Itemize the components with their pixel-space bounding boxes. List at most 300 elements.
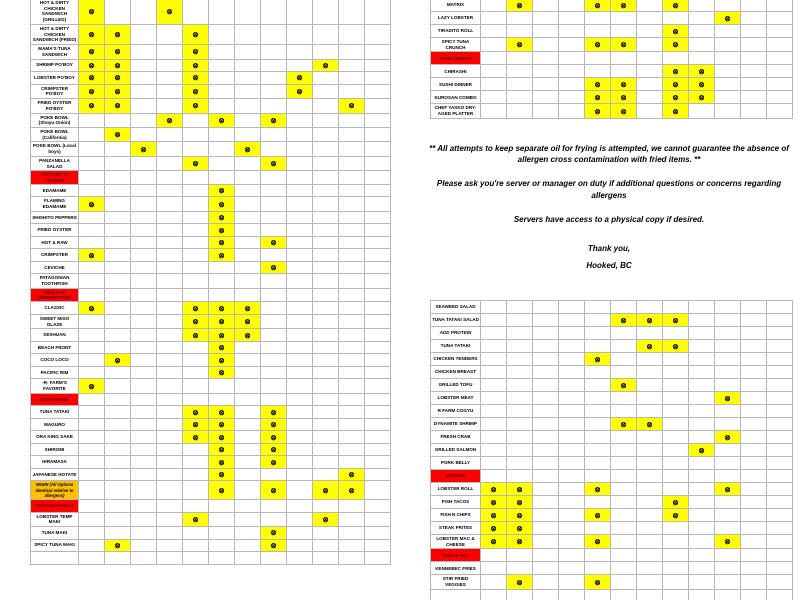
allergen-mark-cell: ⊗ <box>611 38 637 52</box>
allergen-cell <box>637 366 663 379</box>
allergen-cell <box>559 522 585 535</box>
allergen-cell <box>183 114 209 128</box>
allergen-cell <box>689 366 715 379</box>
allergen-cell <box>157 262 183 275</box>
allergen-cell <box>559 405 585 418</box>
allergen-cell <box>157 60 183 73</box>
row-label: -R- FARM'S FAVORITE <box>31 379 79 393</box>
allergen-cell <box>339 114 365 128</box>
allergen-cell <box>715 509 741 522</box>
allergen-cell <box>689 562 715 575</box>
allergen-mark-cell: ⊗ <box>209 302 235 315</box>
allergen-cell <box>183 379 209 393</box>
allergen-cell <box>365 419 391 432</box>
allergen-cell <box>663 549 689 562</box>
row-label: FISH N CHIPS <box>431 509 481 522</box>
table-row <box>431 457 793 470</box>
allergen-mark-cell: ⊗ <box>261 157 287 171</box>
allergen-cell <box>183 500 209 513</box>
allergen-cell <box>157 142 183 156</box>
allergen-mark-cell: ⊗ <box>507 0 533 12</box>
allergen-cell <box>79 540 105 553</box>
allergen-cell <box>183 197 209 211</box>
row-label: CRIMPSTER PO'BOY <box>31 85 79 99</box>
allergen-cell <box>741 340 767 353</box>
allergen-cell <box>767 379 793 392</box>
allergen-cell <box>767 78 793 91</box>
section-header-label: SUSHI COMBOS <box>431 52 481 65</box>
allergen-cell <box>741 496 767 509</box>
allergen-cell <box>533 12 559 25</box>
allergen-cell <box>183 249 209 262</box>
allergen-cell <box>611 470 637 483</box>
allergen-cell <box>339 456 365 469</box>
allergen-cell <box>365 289 391 303</box>
allergen-mark-cell: ⊗ <box>313 513 339 527</box>
allergen-mark-cell: ⊗ <box>235 329 261 342</box>
allergen-cell <box>157 527 183 540</box>
allergen-cell <box>585 470 611 483</box>
allergen-cell <box>105 419 131 432</box>
allergen-mark-cell: ⊗ <box>689 78 715 91</box>
section-header-label: RAN DAN'S ROLLS <box>31 500 79 513</box>
allergen-cell <box>767 25 793 38</box>
row-label: NIGIRI (All Options Identical relative to allergens) <box>31 481 79 500</box>
allergen-cell <box>313 500 339 513</box>
allergen-mark-cell: ⊗ <box>663 65 689 78</box>
allergen-cell <box>715 314 741 327</box>
allergen-cell <box>507 392 533 405</box>
allergen-cell <box>365 212 391 225</box>
allergen-cell <box>533 562 559 575</box>
allergen-cell <box>313 302 339 315</box>
allergen-cell <box>131 406 157 419</box>
table-row <box>431 327 793 340</box>
allergen-cell <box>261 142 287 156</box>
allergen-cell <box>585 314 611 327</box>
allergen-mark-cell: ⊗ <box>79 99 105 113</box>
allergen-mark-cell: ⊗ <box>585 78 611 91</box>
allergen-cell <box>767 392 793 405</box>
allergen-cell <box>507 431 533 444</box>
allergen-mark-cell: ⊗ <box>663 509 689 522</box>
allergen-cell <box>209 513 235 527</box>
allergen-cell <box>637 590 663 600</box>
allergen-mark-cell: ⊗ <box>481 535 507 549</box>
allergen-cell <box>585 418 611 431</box>
allergen-cell <box>741 0 767 12</box>
allergen-mark-cell: ⊗ <box>209 444 235 457</box>
allergen-cell <box>663 327 689 340</box>
allergen-cell <box>481 104 507 118</box>
table-row <box>431 314 793 327</box>
allergen-cell <box>767 12 793 25</box>
allergen-mark-cell: ⊗ <box>183 72 209 85</box>
allergen-cell <box>287 379 313 393</box>
allergen-cell <box>313 45 339 59</box>
allergen-mark-cell: ⊗ <box>339 469 365 482</box>
allergen-cell <box>507 444 533 457</box>
allergen-cell <box>131 394 157 407</box>
allergen-cell <box>157 540 183 553</box>
allergen-mark-cell: ⊗ <box>183 419 209 432</box>
allergen-cell <box>559 104 585 118</box>
table-row <box>31 45 391 59</box>
allergen-cell <box>287 289 313 303</box>
allergen-mark-cell: ⊗ <box>209 481 235 500</box>
allergen-mark-cell: ⊗ <box>79 379 105 393</box>
allergen-cell <box>339 212 365 225</box>
allergen-cell <box>313 394 339 407</box>
table-row <box>31 329 391 342</box>
allergen-mark-cell: ⊗ <box>209 456 235 469</box>
allergen-cell <box>209 85 235 99</box>
allergen-mark-cell: ⊗ <box>611 78 637 91</box>
allergen-cell <box>533 327 559 340</box>
row-label: LOBSTER TEMP MAKI <box>31 513 79 527</box>
allergen-cell <box>637 12 663 25</box>
allergen-cell <box>131 157 157 171</box>
table-row <box>31 431 391 444</box>
allergen-cell <box>663 590 689 600</box>
allergen-cell <box>533 444 559 457</box>
allergen-cell <box>313 289 339 303</box>
allergen-cell <box>183 527 209 540</box>
allergen-cell <box>533 366 559 379</box>
allergen-cell <box>767 457 793 470</box>
allergen-cell <box>287 274 313 288</box>
allergen-cell <box>481 340 507 353</box>
allergen-cell <box>715 366 741 379</box>
allergen-cell <box>79 224 105 237</box>
allergen-cell <box>339 142 365 156</box>
table-row <box>431 549 793 562</box>
allergen-cell <box>689 549 715 562</box>
allergen-mark-cell: ⊗ <box>663 340 689 353</box>
allergen-cell <box>157 171 183 185</box>
allergen-cell <box>105 224 131 237</box>
allergen-cell <box>183 0 209 25</box>
allergen-cell <box>313 367 339 380</box>
allergen-cell <box>637 379 663 392</box>
allergen-cell <box>365 197 391 211</box>
allergen-mark-cell: ⊗ <box>209 419 235 432</box>
allergen-cell <box>715 91 741 104</box>
allergen-cell <box>585 340 611 353</box>
allergen-cell <box>287 419 313 432</box>
allergen-cell <box>767 91 793 104</box>
allergen-cell <box>235 212 261 225</box>
table-row <box>31 419 391 432</box>
allergen-cell <box>611 496 637 509</box>
allergen-cell <box>365 379 391 393</box>
allergen-mark-cell: ⊗ <box>105 25 131 45</box>
allergen-cell <box>235 406 261 419</box>
allergen-cell <box>559 340 585 353</box>
allergen-cell <box>767 509 793 522</box>
allergen-cell <box>287 262 313 275</box>
allergen-cell <box>131 224 157 237</box>
allergen-cell <box>209 274 235 288</box>
allergen-cell <box>585 496 611 509</box>
allergen-mark-cell: ⊗ <box>507 535 533 549</box>
allergen-cell <box>663 522 689 535</box>
allergen-mark-cell: ⊗ <box>209 237 235 250</box>
allergen-cell <box>209 157 235 171</box>
allergen-cell <box>287 114 313 128</box>
allergen-cell <box>235 171 261 185</box>
allergen-cell <box>533 470 559 483</box>
allergen-cell <box>157 500 183 513</box>
allergen-cell <box>339 249 365 262</box>
allergen-mark-cell: ⊗ <box>183 25 209 45</box>
table-row <box>31 354 391 367</box>
allergen-cell <box>313 212 339 225</box>
allergen-cell <box>741 509 767 522</box>
allergen-cell <box>261 552 287 565</box>
allergen-cell <box>365 114 391 128</box>
allergen-cell <box>261 197 287 211</box>
allergen-cell <box>481 353 507 366</box>
allergen-cell <box>689 509 715 522</box>
allergen-cell <box>287 367 313 380</box>
allergen-cell <box>767 327 793 340</box>
allergen-mark-cell: ⊗ <box>637 418 663 431</box>
allergen-mark-cell: ⊗ <box>79 302 105 315</box>
allergen-cell <box>767 431 793 444</box>
allergen-cell <box>105 527 131 540</box>
table-row <box>31 540 391 553</box>
allergen-cell <box>105 444 131 457</box>
allergen-cell <box>559 575 585 589</box>
allergen-cell <box>235 394 261 407</box>
allergen-cell <box>637 509 663 522</box>
allergen-cell <box>79 394 105 407</box>
row-label: COCO LOCO <box>31 354 79 367</box>
allergen-cell <box>507 65 533 78</box>
allergen-cell <box>313 274 339 288</box>
allergen-cell <box>339 197 365 211</box>
allergen-cell <box>261 379 287 393</box>
allergen-cell <box>79 114 105 128</box>
allergen-cell <box>339 354 365 367</box>
allergen-cell <box>313 85 339 99</box>
allergen-cell <box>339 185 365 198</box>
allergen-cell <box>261 513 287 527</box>
allergen-cell <box>559 91 585 104</box>
allergen-cell <box>767 52 793 65</box>
allergen-cell <box>209 394 235 407</box>
allergen-cell <box>611 444 637 457</box>
allergen-cell <box>339 224 365 237</box>
allergen-cell <box>767 483 793 496</box>
allergen-cell <box>287 185 313 198</box>
allergen-cell <box>507 314 533 327</box>
notes-block <box>428 143 790 277</box>
allergen-cell <box>313 552 339 565</box>
row-label: JAPANESE HOTATE <box>31 469 79 482</box>
allergen-cell <box>533 549 559 562</box>
allergen-cell <box>689 431 715 444</box>
allergen-cell <box>79 212 105 225</box>
allergen-cell <box>287 456 313 469</box>
allergen-cell <box>287 302 313 315</box>
allergen-mark-cell: ⊗ <box>261 237 287 250</box>
row-label: SPICY TUNA CRUNCH <box>431 38 481 52</box>
allergen-cell <box>339 500 365 513</box>
row-label: FLAMING EDAMAME <box>31 197 79 211</box>
allergen-cell <box>689 392 715 405</box>
allergen-cell <box>533 418 559 431</box>
allergen-mark-cell: ⊗ <box>339 99 365 113</box>
allergen-cell <box>183 262 209 275</box>
allergen-mark-cell: ⊗ <box>261 431 287 444</box>
row-label: TUNA TATAKI SALAD <box>431 314 481 327</box>
allergen-mark-cell: ⊗ <box>585 353 611 366</box>
allergen-cell <box>105 394 131 407</box>
allergen-cell <box>533 522 559 535</box>
allergen-mark-cell: ⊗ <box>637 340 663 353</box>
row-label: HOT & DIRTY CHICKEN SANDWICH (GRILLED) <box>31 0 79 25</box>
allergen-cell <box>339 171 365 185</box>
allergen-cell <box>339 0 365 25</box>
allergen-cell <box>559 12 585 25</box>
allergen-cell <box>585 562 611 575</box>
allergen-mark-cell: ⊗ <box>507 575 533 589</box>
allergen-cell <box>767 405 793 418</box>
allergen-cell <box>611 327 637 340</box>
allergen-cell <box>507 470 533 483</box>
allergen-cell <box>663 457 689 470</box>
frying-disclaimer-text: ** All attempts to keep separate oil for frying is attempted, we cannot guarantee the absence of allergen cross contamination with fried items. ** <box>429 144 789 165</box>
allergen-cell <box>131 527 157 540</box>
allergen-cell <box>287 0 313 25</box>
allergen-cell <box>365 274 391 288</box>
allergen-cell <box>689 301 715 314</box>
allergen-cell <box>313 540 339 553</box>
allergen-cell <box>209 25 235 45</box>
allergen-table-left <box>30 0 391 565</box>
allergen-cell <box>741 353 767 366</box>
table-row <box>31 302 391 315</box>
table-row <box>31 406 391 419</box>
allergen-mark-cell: ⊗ <box>105 354 131 367</box>
allergen-mark-cell: ⊗ <box>715 12 741 25</box>
table-row <box>431 535 793 549</box>
row-label: SEAWEED SALAD <box>431 301 481 314</box>
allergen-cell <box>287 315 313 329</box>
allergen-cell <box>157 99 183 113</box>
row-label: HOT & DIRTY CHICKEN SANDWICH (FRIED) <box>31 25 79 45</box>
allergen-mark-cell: ⊗ <box>585 483 611 496</box>
allergen-cell <box>131 197 157 211</box>
allergen-cell <box>157 513 183 527</box>
allergen-cell <box>183 274 209 288</box>
allergen-cell <box>131 237 157 250</box>
allergen-cell <box>339 85 365 99</box>
allergen-cell <box>287 224 313 237</box>
row-label: DYNAMITE SHRIMP <box>431 418 481 431</box>
allergen-cell <box>689 52 715 65</box>
allergen-cell <box>365 0 391 25</box>
allergen-mark-cell: ⊗ <box>209 315 235 329</box>
section-header-label: MISE IT IN (PREPARATION) <box>31 289 79 303</box>
allergen-cell <box>663 366 689 379</box>
allergen-cell <box>105 212 131 225</box>
allergen-mark-cell: ⊗ <box>131 142 157 156</box>
allergen-cell <box>741 91 767 104</box>
allergen-mark-cell: ⊗ <box>261 527 287 540</box>
allergen-cell <box>585 301 611 314</box>
allergen-cell <box>313 99 339 113</box>
allergen-cell <box>183 469 209 482</box>
allergen-cell <box>663 392 689 405</box>
allergen-cell <box>287 431 313 444</box>
table-row <box>431 418 793 431</box>
allergen-cell <box>481 91 507 104</box>
allergen-cell <box>79 142 105 156</box>
allergen-cell <box>339 315 365 329</box>
table-row <box>31 342 391 355</box>
allergen-cell <box>689 12 715 25</box>
allergen-cell <box>559 314 585 327</box>
allergen-cell <box>637 575 663 589</box>
row-label: SHIROMI <box>31 444 79 457</box>
allergen-cell <box>261 60 287 73</box>
allergen-cell <box>507 353 533 366</box>
allergen-cell <box>157 197 183 211</box>
table-row <box>31 185 391 198</box>
allergen-cell <box>339 513 365 527</box>
allergen-cell <box>559 65 585 78</box>
row-label: MAGURO <box>31 419 79 432</box>
allergen-cell <box>663 575 689 589</box>
allergen-mark-cell: ⊗ <box>183 329 209 342</box>
allergen-cell <box>533 104 559 118</box>
allergen-mark-cell: ⊗ <box>611 104 637 118</box>
allergen-cell <box>689 327 715 340</box>
allergen-cell <box>741 314 767 327</box>
allergen-cell <box>313 354 339 367</box>
allergen-mark-cell: ⊗ <box>663 314 689 327</box>
allergen-cell <box>481 405 507 418</box>
allergen-cell <box>313 185 339 198</box>
allergen-cell <box>637 91 663 104</box>
allergen-cell <box>105 469 131 482</box>
allergen-cell <box>105 379 131 393</box>
allergen-cell <box>235 481 261 500</box>
row-label: SWEET MISO GLAZE <box>31 315 79 329</box>
allergen-cell <box>637 392 663 405</box>
allergen-cell <box>105 315 131 329</box>
allergen-cell <box>287 354 313 367</box>
allergen-cell <box>261 45 287 59</box>
allergen-cell <box>105 171 131 185</box>
allergen-cell <box>183 342 209 355</box>
allergen-cell <box>235 85 261 99</box>
allergen-cell <box>507 327 533 340</box>
allergen-mark-cell: ⊗ <box>585 91 611 104</box>
allergen-cell <box>79 171 105 185</box>
allergen-cell <box>105 185 131 198</box>
allergen-cell <box>105 513 131 527</box>
allergen-cell <box>663 379 689 392</box>
allergen-cell <box>261 274 287 288</box>
allergen-cell <box>339 367 365 380</box>
allergen-mark-cell: ⊗ <box>183 315 209 329</box>
row-label: LOBSTER PO'BOY <box>31 72 79 85</box>
allergen-cell <box>313 379 339 393</box>
